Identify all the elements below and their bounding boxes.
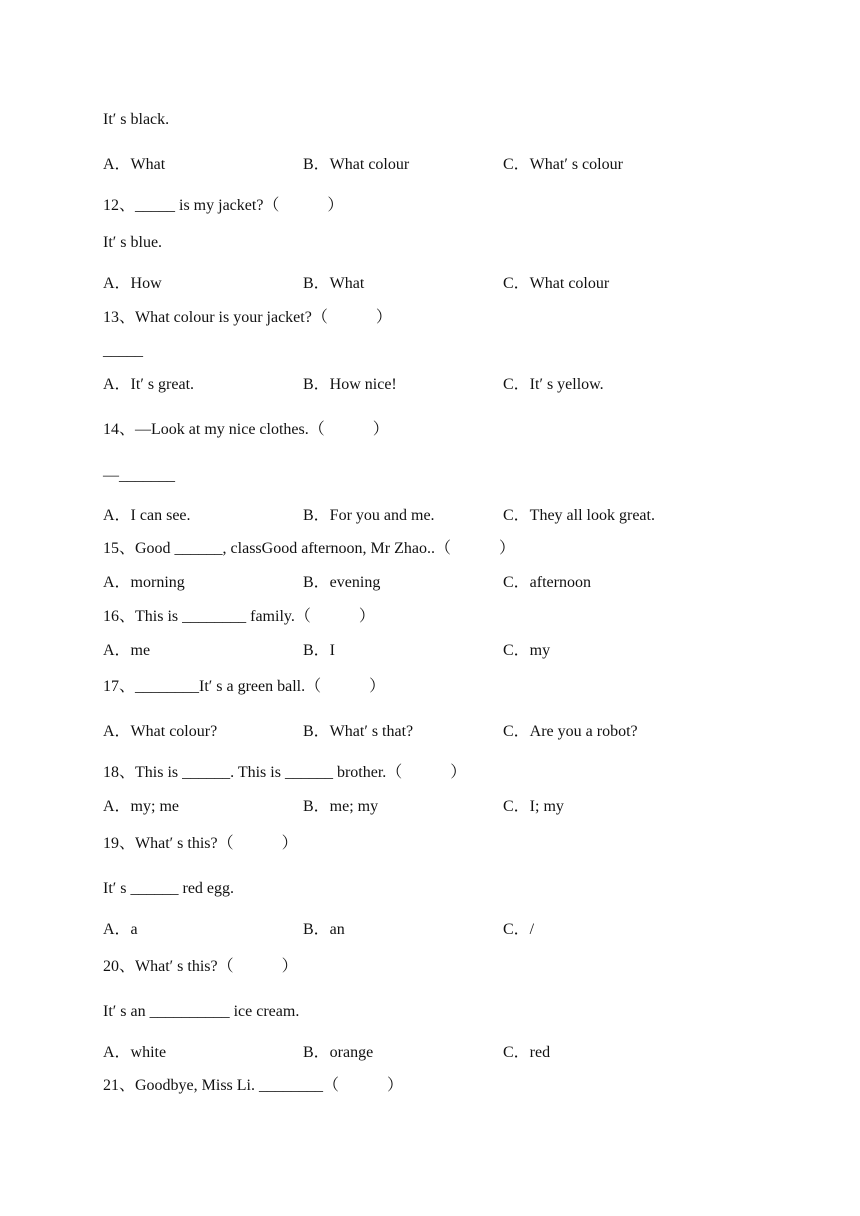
option-b: B．orange <box>303 1044 374 1061</box>
question-14: 14、—Look at my nice clothes.（ ） <box>103 421 389 438</box>
option-c: C．my <box>503 642 551 659</box>
option-c: C．/ <box>503 921 535 938</box>
option-a: A．It′ s great. <box>103 376 195 393</box>
question-17: 17、________It′ s a green ball.（ ） <box>103 678 386 695</box>
option-b: B．I <box>303 642 336 659</box>
question-19: 19、What′ s this?（ ） <box>103 835 298 852</box>
question-20: 20、What′ s this?（ ） <box>103 958 298 975</box>
option-b: B．me; my <box>303 798 379 815</box>
option-b: B．What colour <box>303 156 410 173</box>
option-a: A．What <box>103 156 166 173</box>
option-c: C．What′ s colour <box>503 156 623 173</box>
answer-blank: _____ <box>103 342 143 359</box>
answer-line: It′ s black. <box>103 111 170 128</box>
answer-line: It′ s ______ red egg. <box>103 880 235 897</box>
option-a: A．morning <box>103 574 185 591</box>
question-21: 21、Goodbye, Miss Li. ________（ ） <box>103 1077 404 1094</box>
question-18: 18、This is ______. This is ______ brother.（ ） <box>103 764 467 781</box>
option-b: B．What <box>303 275 365 292</box>
option-c: C．afternoon <box>503 574 591 591</box>
answer-blank: —_______ <box>103 467 175 484</box>
option-a: A．I can see. <box>103 507 191 524</box>
question-16: 16、This is ________ family.（ ） <box>103 608 375 625</box>
option-c: C．They all look great. <box>503 507 655 524</box>
option-b: B．an <box>303 921 345 938</box>
option-c: C．Are you a robot? <box>503 723 638 740</box>
option-a: A．white <box>103 1044 167 1061</box>
option-a: A．me <box>103 642 151 659</box>
answer-line: It′ s blue. <box>103 234 163 251</box>
option-b: B．evening <box>303 574 381 591</box>
option-c: C．It′ s yellow. <box>503 376 604 393</box>
option-a: A．How <box>103 275 162 292</box>
option-c: C．What colour <box>503 275 610 292</box>
option-b: B．How nice! <box>303 376 397 393</box>
question-15: 15、Good ______, classGood afternoon, Mr Zhao..（ ） <box>103 540 515 557</box>
option-a: A．a <box>103 921 138 938</box>
option-a: A．my; me <box>103 798 179 815</box>
option-b: B．What′ s that? <box>303 723 414 740</box>
question-13: 13、What colour is your jacket?（ ） <box>103 309 392 326</box>
option-c: C．I; my <box>503 798 564 815</box>
option-b: B．For you and me. <box>303 507 435 524</box>
option-c: C．red <box>503 1044 551 1061</box>
question-12: 12、_____ is my jacket?（ ） <box>103 197 344 214</box>
answer-line: It′ s an __________ ice cream. <box>103 1003 300 1020</box>
option-a: A．What colour? <box>103 723 218 740</box>
